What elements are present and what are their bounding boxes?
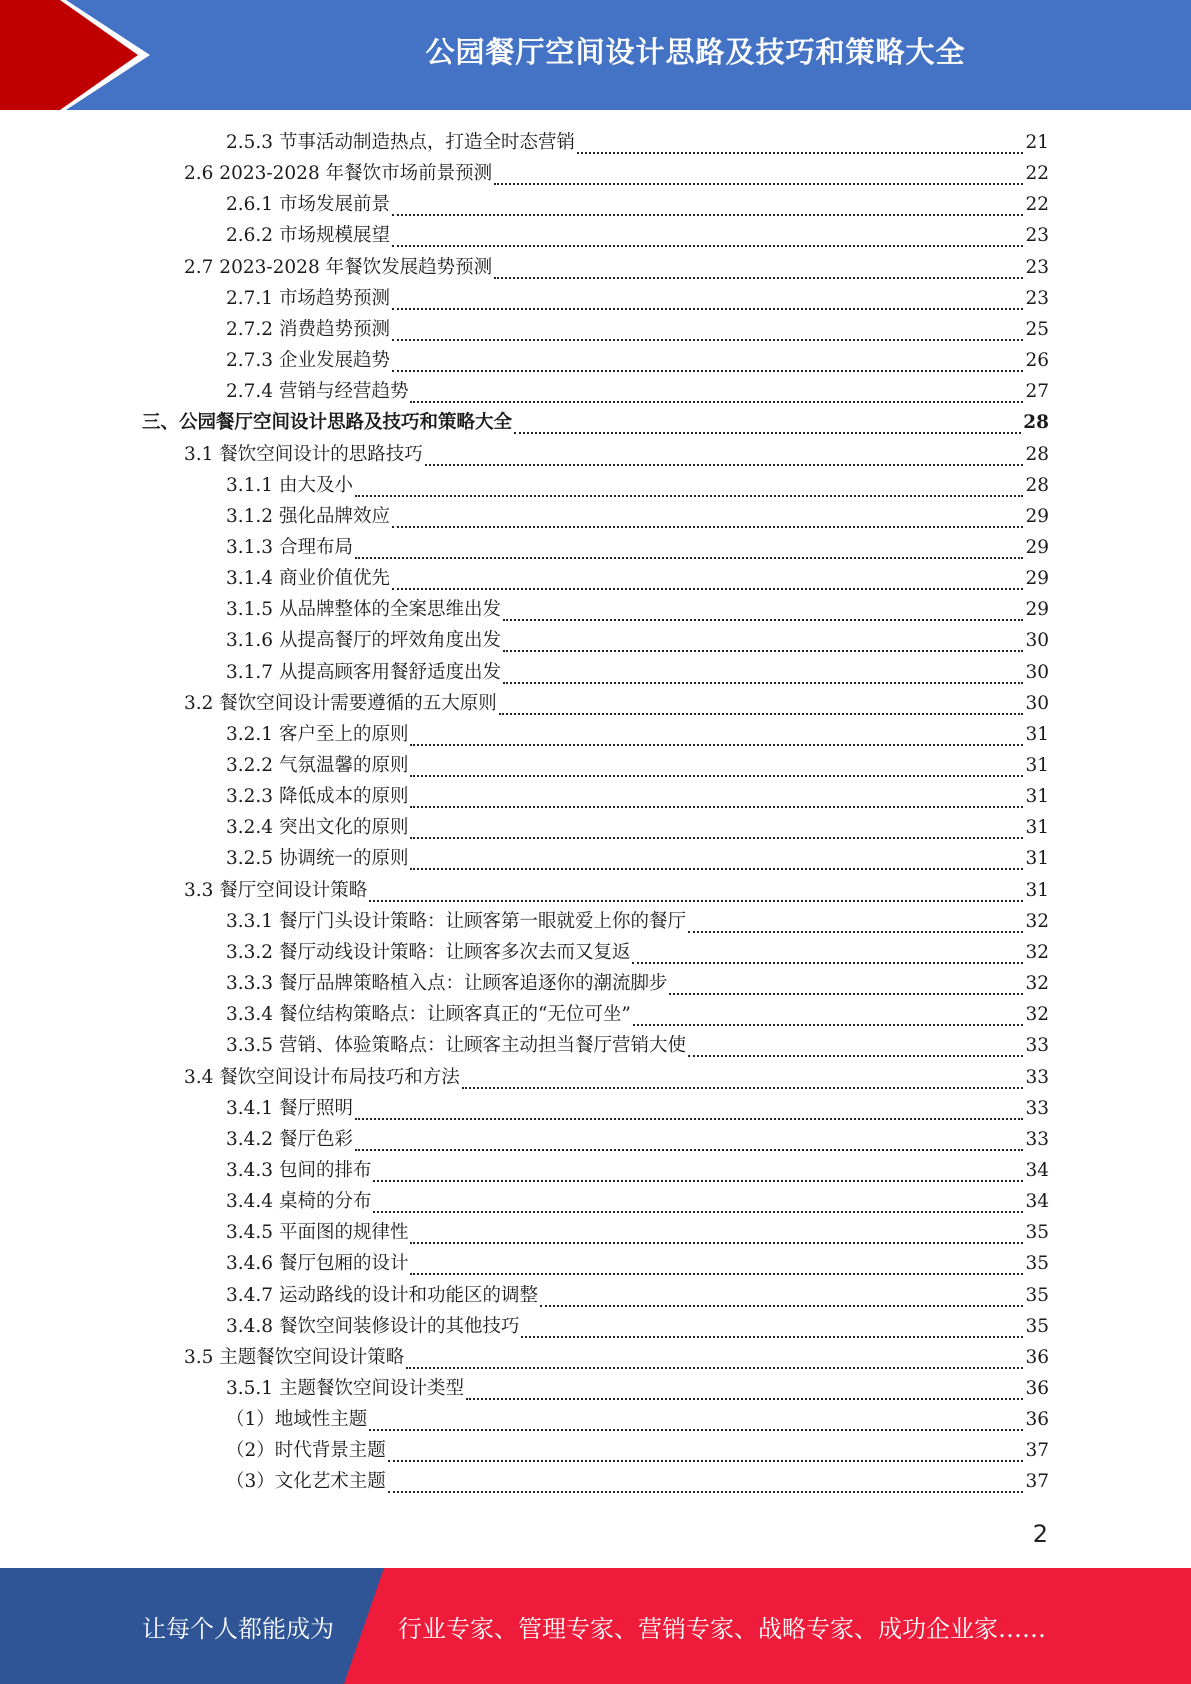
toc-entry-page: 32	[1025, 973, 1049, 994]
toc-entry-page: 25	[1025, 319, 1049, 340]
toc-entry-page: 34	[1025, 1191, 1049, 1212]
document-title: 公园餐厅空间设计思路及技巧和策略大全	[425, 34, 966, 69]
toc-entry[interactable]	[226, 1404, 1049, 1435]
toc-entry[interactable]	[226, 657, 1049, 688]
toc-entry-title: 2.7.3 企业发展趋势	[226, 350, 390, 371]
toc-dot-leader	[521, 1336, 1023, 1338]
toc-dot-leader	[503, 650, 1023, 652]
toc-entry[interactable]	[226, 563, 1049, 594]
toc-entry-page: 37	[1025, 1440, 1049, 1461]
toc-entry-title: 三、公园餐厅空间设计思路及技巧和策略大全	[142, 412, 513, 433]
toc-entry[interactable]	[184, 875, 1049, 906]
toc-entry-title: 3.4.4 桌椅的分布	[226, 1191, 372, 1212]
toc-entry-title: 2.6.2 市场规模展望	[226, 225, 390, 246]
toc-entry-title: 3.5.1 主题餐饮空间设计类型	[226, 1378, 464, 1399]
toc-dot-leader	[410, 775, 1023, 777]
toc-entry-page: 23	[1025, 257, 1049, 278]
toc-entry-page: 33	[1025, 1098, 1049, 1119]
toc-entry[interactable]	[226, 1093, 1049, 1124]
toc-entry[interactable]	[226, 812, 1049, 843]
toc-entry-page: 31	[1025, 786, 1049, 807]
toc-entry-page: 37	[1025, 1471, 1049, 1492]
toc-entry-page: 31	[1025, 817, 1049, 838]
toc-entry-page: 35	[1025, 1285, 1049, 1306]
toc-entry[interactable]	[226, 376, 1049, 407]
toc-entry-page: 30	[1025, 662, 1049, 683]
toc-entry-title: 2.7.1 市场趋势预测	[226, 288, 390, 309]
toc-entry-title: 3.2.2 气氛温馨的原则	[226, 755, 409, 776]
toc-dot-leader	[499, 713, 1024, 715]
toc-entry-page: 33	[1025, 1129, 1049, 1150]
toc-entry-page: 29	[1025, 506, 1049, 527]
toc-entry[interactable]	[184, 688, 1049, 719]
toc-entry[interactable]	[226, 314, 1049, 345]
toc-entry[interactable]	[226, 1124, 1049, 1155]
toc-dot-leader	[355, 557, 1024, 559]
toc-entry[interactable]	[226, 719, 1049, 750]
toc-dot-leader	[577, 152, 1023, 154]
toc-entry[interactable]	[226, 220, 1049, 251]
toc-entry-page: 31	[1025, 755, 1049, 776]
toc-entry[interactable]	[226, 750, 1049, 781]
toc-entry-page: 34	[1025, 1160, 1049, 1181]
toc-entry-page: 28	[1023, 412, 1049, 433]
toc-entry[interactable]	[184, 1342, 1049, 1373]
toc-entry[interactable]	[226, 1030, 1049, 1061]
toc-dot-leader	[388, 1491, 1024, 1493]
toc-entry-title: 2.5.3 节事活动制造热点，打造全时态营销	[226, 132, 575, 153]
toc-entry-page: 22	[1025, 194, 1049, 215]
toc-dot-leader	[369, 1429, 1023, 1431]
toc-entry-title: 3.2.5 协调统一的原则	[226, 848, 409, 869]
toc-entry-title: 2.6.1 市场发展前景	[226, 194, 390, 215]
toc-entry-title: 3.2.3 降低成本的原则	[226, 786, 409, 807]
toc-dot-leader	[688, 931, 1023, 933]
toc-entry[interactable]	[226, 501, 1049, 532]
toc-entry[interactable]	[226, 1311, 1049, 1342]
toc-entry-title: 3.1.4 商业价值优先	[226, 568, 390, 589]
toc-entry-page: 28	[1025, 444, 1049, 465]
toc-entry-page: 33	[1025, 1067, 1049, 1088]
toc-entry-page: 36	[1025, 1347, 1049, 1368]
toc-dot-leader	[633, 1024, 1024, 1026]
toc-dot-leader	[392, 339, 1023, 341]
toc-dot-leader	[514, 432, 1021, 434]
toc-entry-title: 2.7 2023-2028 年餐饮发展趋势预测	[184, 257, 493, 278]
toc-entry-title: （1）地域性主题	[226, 1409, 368, 1430]
toc-entry-title: 3.3.4 餐位结构策略点：让顾客真正的“无位可坐”	[226, 1004, 631, 1025]
toc-entry-page: 32	[1025, 942, 1049, 963]
toc-entry-page: 29	[1025, 537, 1049, 558]
toc-entry[interactable]	[184, 158, 1049, 189]
toc-entry-page: 33	[1025, 1035, 1049, 1056]
toc-entry-title: 3.4.6 餐厅包厢的设计	[226, 1253, 409, 1274]
page-footer	[0, 1568, 1191, 1684]
toc-entry[interactable]	[226, 937, 1049, 968]
toc-dot-leader	[355, 1149, 1024, 1151]
toc-entry-title: 3.5 主题餐饮空间设计策略	[184, 1347, 405, 1368]
toc-dot-leader	[392, 308, 1023, 310]
toc-entry[interactable]	[226, 594, 1049, 625]
toc-entry[interactable]	[226, 781, 1049, 812]
toc-dot-leader	[503, 682, 1023, 684]
page-number: 2	[1032, 1520, 1048, 1548]
toc-entry-title: 3.1 餐饮空间设计的思路技巧	[184, 444, 423, 465]
toc-entry[interactable]	[226, 283, 1049, 314]
toc-entry-page: 21	[1025, 132, 1049, 153]
toc-dot-leader	[392, 370, 1023, 372]
toc-entry-title: 3.3.3 餐厅品牌策略植入点：让顾客追逐你的潮流脚步	[226, 973, 668, 994]
toc-entry-title: 3.4.5 平面图的规律性	[226, 1222, 409, 1243]
toc-entry[interactable]	[226, 906, 1049, 937]
toc-dot-leader	[355, 495, 1024, 497]
toc-entry[interactable]	[226, 1373, 1049, 1404]
toc-entry-title: 3.4.1 餐厅照明	[226, 1098, 353, 1119]
toc-entry-title: 3.4 餐饮空间设计布局技巧和方法	[184, 1067, 460, 1088]
toc-dot-leader	[688, 1055, 1023, 1057]
toc-entry[interactable]	[226, 1217, 1049, 1248]
toc-dot-leader	[494, 183, 1023, 185]
toc-entry-title: 3.4.2 餐厅色彩	[226, 1129, 353, 1150]
toc-entry-page: 30	[1025, 693, 1049, 714]
toc-dot-leader	[425, 464, 1024, 466]
toc-entry[interactable]	[226, 127, 1049, 158]
toc-entry-page: 30	[1025, 630, 1049, 651]
toc-entry-title: 3.4.7 运动路线的设计和功能区的调整	[226, 1285, 538, 1306]
toc-dot-leader	[392, 526, 1023, 528]
toc-entry-page: 29	[1025, 568, 1049, 589]
toc-dot-leader	[410, 1242, 1023, 1244]
toc-dot-leader	[494, 277, 1023, 279]
toc-entry[interactable]	[226, 345, 1049, 376]
toc-entry-page: 32	[1025, 1004, 1049, 1025]
toc-dot-leader	[410, 401, 1023, 403]
toc-entry-title: 3.3.2 餐厅动线设计策略：让顾客多次去而又复返	[226, 942, 631, 963]
toc-entry[interactable]	[184, 252, 1049, 283]
toc-entry[interactable]	[226, 968, 1049, 999]
toc-dot-leader	[632, 962, 1023, 964]
toc-entry-page: 35	[1025, 1253, 1049, 1274]
toc-entry-page: 26	[1025, 350, 1049, 371]
toc-entry-title: 2.6 2023-2028 年餐饮市场前景预测	[184, 163, 493, 184]
toc-entry[interactable]	[142, 407, 1049, 438]
toc-entry-page: 22	[1025, 163, 1049, 184]
toc-entry-page: 23	[1025, 288, 1049, 309]
toc-entry-page: 31	[1025, 880, 1049, 901]
toc-entry-title: （2）时代背景主题	[226, 1440, 386, 1461]
toc-entry-title: 3.3.1 餐厅门头设计策略：让顾客第一眼就爱上你的餐厅	[226, 911, 686, 932]
toc-entry-page: 28	[1025, 475, 1049, 496]
toc-entry-title: 3.3.5 营销、体验策略点：让顾客主动担当餐厅营销大使	[226, 1035, 686, 1056]
toc-entry-title: 2.7.4 营销与经营趋势	[226, 381, 409, 402]
toc-dot-leader	[388, 1460, 1024, 1462]
toc-entry[interactable]	[226, 625, 1049, 656]
toc-entry[interactable]	[226, 1435, 1049, 1466]
toc-dot-leader	[462, 1087, 1024, 1089]
toc-dot-leader	[392, 214, 1023, 216]
toc-entry-page: 31	[1025, 724, 1049, 745]
toc-dot-leader	[410, 837, 1023, 839]
toc-entry[interactable]	[226, 1186, 1049, 1217]
toc-entry-page: 35	[1025, 1222, 1049, 1243]
toc-entry[interactable]	[226, 843, 1049, 874]
footer-slogan-left: 让每个人都能成为	[142, 1614, 334, 1643]
toc-entry-title: 2.7.2 消费趋势预测	[226, 319, 390, 340]
footer-slogan-right: 行业专家、管理专家、营销专家、战略专家、成功企业家……	[398, 1614, 1046, 1643]
toc-entry-title: 3.3 餐厅空间设计策略	[184, 880, 368, 901]
toc-dot-leader	[669, 993, 1023, 995]
toc-dot-leader	[466, 1398, 1023, 1400]
toc-dot-leader	[406, 1367, 1023, 1369]
toc-entry-page: 31	[1025, 848, 1049, 869]
toc-entry[interactable]	[226, 1155, 1049, 1186]
toc-entry-page: 27	[1025, 381, 1049, 402]
toc-entry[interactable]	[184, 1062, 1049, 1093]
toc-entry-title: （3）文化艺术主题	[226, 1471, 386, 1492]
toc-entry[interactable]	[226, 1248, 1049, 1279]
toc-entry[interactable]	[184, 439, 1049, 470]
toc-dot-leader	[392, 245, 1023, 247]
toc-entry-title: 3.4.8 餐饮空间装修设计的其他技巧	[226, 1316, 520, 1337]
toc-entry-page: 35	[1025, 1316, 1049, 1337]
toc-dot-leader	[540, 1305, 1023, 1307]
toc-entry[interactable]	[226, 1280, 1049, 1311]
toc-dot-leader	[410, 744, 1023, 746]
toc-entry[interactable]	[226, 1466, 1049, 1497]
toc-dot-leader	[373, 1180, 1023, 1182]
toc-entry-title: 3.1.2 强化品牌效应	[226, 506, 390, 527]
toc-dot-leader	[410, 1273, 1023, 1275]
toc-dot-leader	[392, 588, 1023, 590]
toc-entry-title: 3.2.4 突出文化的原则	[226, 817, 409, 838]
page-header	[0, 0, 1191, 110]
toc-entry-page: 32	[1025, 911, 1049, 932]
toc-entry-title: 3.1.5 从品牌整体的全案思维出发	[226, 599, 501, 620]
toc-entry-title: 3.1.3 合理布局	[226, 537, 353, 558]
toc-entry-title: 3.4.3 包间的排布	[226, 1160, 372, 1181]
toc-dot-leader	[373, 1211, 1023, 1213]
toc-entry[interactable]	[226, 532, 1049, 563]
toc-entry[interactable]	[226, 189, 1049, 220]
toc-entry-page: 23	[1025, 225, 1049, 246]
toc-entry[interactable]	[226, 999, 1049, 1030]
toc-dot-leader	[369, 900, 1023, 902]
toc-dot-leader	[410, 806, 1023, 808]
toc-entry-title: 3.1.7 从提高顾客用餐舒适度出发	[226, 662, 501, 683]
toc-entry-title: 3.2.1 客户至上的原则	[226, 724, 409, 745]
toc-entry-page: 29	[1025, 599, 1049, 620]
toc-dot-leader	[410, 868, 1023, 870]
toc-entry-title: 3.1.6 从提高餐厅的坪效角度出发	[226, 630, 501, 651]
toc-entry-title: 3.1.1 由大及小	[226, 475, 353, 496]
toc-entry-title: 3.2 餐饮空间设计需要遵循的五大原则	[184, 693, 497, 714]
toc-entry-page: 36	[1025, 1378, 1049, 1399]
toc-dot-leader	[503, 619, 1023, 621]
toc-dot-leader	[355, 1118, 1024, 1120]
toc-entry[interactable]	[226, 470, 1049, 501]
toc-entry-page: 36	[1025, 1409, 1049, 1430]
